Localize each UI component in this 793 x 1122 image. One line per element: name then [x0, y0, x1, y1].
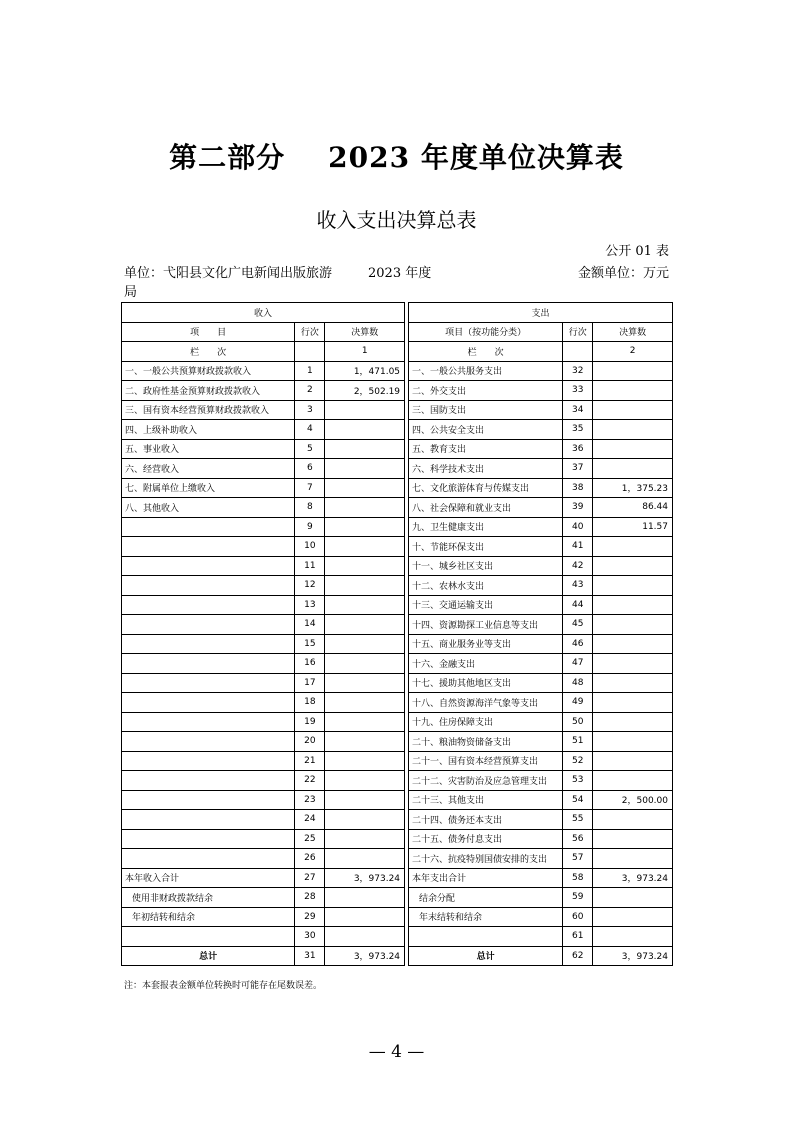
header-row-columns [122, 322, 673, 342]
income-amount-cell [325, 771, 405, 791]
income-item-cell [122, 537, 295, 557]
expense-amount-cell [593, 400, 673, 420]
table-row [122, 790, 673, 810]
income-column-number: 1 [325, 342, 405, 362]
expense-item-cell: 年末结转和结余 [409, 907, 563, 927]
expense-amount-cell [593, 888, 673, 908]
expense-amount-cell [593, 381, 673, 401]
income-item-cell: 年初结转和结余 [122, 907, 295, 927]
expense-line-no-cell: 46 [563, 634, 593, 654]
expense-amount-cell [593, 459, 673, 479]
income-amount-cell [325, 693, 405, 713]
table-row [122, 888, 673, 908]
expense-item-cell: 本年支出合计 [409, 868, 563, 888]
income-line-no-cell: 29 [295, 907, 325, 927]
income-line-no-cell: 16 [295, 654, 325, 674]
income-amount-cell [325, 420, 405, 440]
expense-amount-cell [593, 361, 673, 381]
income-amount-cell [325, 615, 405, 635]
income-amount-cell [325, 888, 405, 908]
expense-amount-cell [593, 849, 673, 869]
income-item-cell [122, 556, 295, 576]
expense-item-cell: 十三、交通运输支出 [409, 595, 563, 615]
expense-line-no-cell: 38 [563, 478, 593, 498]
expense-item-cell: 二、外交支出 [409, 381, 563, 401]
expense-header: 支出 [409, 303, 673, 323]
income-line-no-cell: 10 [295, 537, 325, 557]
income-amount-cell [325, 576, 405, 596]
income-line-no-cell: 17 [295, 673, 325, 693]
expense-amount-cell [593, 829, 673, 849]
expense-amount-cell: 11.57 [593, 517, 673, 537]
income-line-no-cell: 3 [295, 400, 325, 420]
income-line-no-cell: 5 [295, 439, 325, 459]
table-row [122, 771, 673, 791]
income-line-no-cell: 23 [295, 790, 325, 810]
expense-item-cell: 十九、住房保障支出 [409, 712, 563, 732]
expense-amount-cell [593, 712, 673, 732]
income-amount-cell [325, 732, 405, 752]
income-line-no-cell: 28 [295, 888, 325, 908]
table-row [122, 751, 673, 771]
table-row [122, 868, 673, 888]
expense-line-no-cell: 49 [563, 693, 593, 713]
document-title: 第二部分 2023 年度单位决算表 [169, 141, 624, 174]
expense-amount-cell: 3，973.24 [593, 946, 673, 966]
footnote: 注：本套报表金额单位转换时可能存在尾数误差。 [124, 981, 323, 991]
income-line-no-cell: 13 [295, 595, 325, 615]
income-item-cell: 一、一般公共预算财政拨款收入 [122, 361, 295, 381]
expense-line-no-cell: 43 [563, 576, 593, 596]
expense-item-cell: 四、公共安全支出 [409, 420, 563, 440]
table-row [122, 927, 673, 947]
income-item-cell: 六、经营收入 [122, 459, 295, 479]
table-row [122, 595, 673, 615]
income-item-cell: 五、事业收入 [122, 439, 295, 459]
expense-line-no-cell: 41 [563, 537, 593, 557]
income-line-no-cell: 14 [295, 615, 325, 635]
expense-line-no-cell: 36 [563, 439, 593, 459]
income-line-no-cell: 7 [295, 478, 325, 498]
expense-line-no-cell: 44 [563, 595, 593, 615]
expense-line-no-blank [563, 342, 593, 362]
expense-item-cell: 八、社会保障和就业支出 [409, 498, 563, 518]
income-line-no-cell: 26 [295, 849, 325, 869]
income-amount-cell [325, 634, 405, 654]
income-line-no-cell: 4 [295, 420, 325, 440]
expense-item-cell: 二十一、国有资本经营预算支出 [409, 751, 563, 771]
income-amount-cell [325, 654, 405, 674]
expense-amount-cell: 2，500.00 [593, 790, 673, 810]
income-item-cell [122, 790, 295, 810]
income-line-no-cell: 27 [295, 868, 325, 888]
table-row [122, 693, 673, 713]
expense-line-no-cell: 59 [563, 888, 593, 908]
income-item-cell [122, 634, 295, 654]
table-row [122, 459, 673, 479]
income-item-cell [122, 654, 295, 674]
expense-item-cell: 五、教育支出 [409, 439, 563, 459]
expense-line-no-cell: 33 [563, 381, 593, 401]
table-row [122, 361, 673, 381]
table-row [122, 634, 673, 654]
amount-unit-label: 金额单位：万元 [577, 266, 669, 281]
expense-amount-cell [593, 615, 673, 635]
income-amount-cell: 3，973.24 [325, 868, 405, 888]
income-amount-cell [325, 517, 405, 537]
income-amount-cell [325, 907, 405, 927]
expense-item-cell: 十二、农林水支出 [409, 576, 563, 596]
header-row-column-index [122, 342, 673, 362]
income-item-cell [122, 829, 295, 849]
table-number: 公开 01 表 [605, 244, 669, 259]
expense-item-cell: 一、一般公共服务支出 [409, 361, 563, 381]
expense-amount-cell [593, 654, 673, 674]
expense-amount-cell: 86.44 [593, 498, 673, 518]
income-item-cell [122, 771, 295, 791]
income-amount-cell [325, 439, 405, 459]
unit-label: 单位：弋阳县文化广电新闻出版旅游局 [124, 266, 333, 300]
income-expense-table [121, 302, 673, 966]
income-amount-cell [325, 829, 405, 849]
income-item-cell [122, 595, 295, 615]
expense-amount-cell [593, 595, 673, 615]
income-item-cell [122, 576, 295, 596]
income-line-no-cell: 1 [295, 361, 325, 381]
table-row [122, 810, 673, 830]
income-item-cell: 七、附属单位上缴收入 [122, 478, 295, 498]
income-header: 收入 [122, 303, 405, 323]
expense-column-number: 2 [593, 342, 673, 362]
expense-amount-cell [593, 751, 673, 771]
expense-item-cell: 二十二、灾害防治及应急管理支出 [409, 771, 563, 791]
income-line-no-cell: 2 [295, 381, 325, 401]
table-row [122, 537, 673, 557]
expense-amount-cell: 3，973.24 [593, 868, 673, 888]
expense-item-cell: 二十四、债务还本支出 [409, 810, 563, 830]
income-line-no-cell: 9 [295, 517, 325, 537]
expense-amount-cell [593, 907, 673, 927]
expense-item-cell: 七、文化旅游体育与传媒支出 [409, 478, 563, 498]
expense-line-no-cell: 35 [563, 420, 593, 440]
income-amount-cell: 1，471.05 [325, 361, 405, 381]
expense-line-no-cell: 62 [563, 946, 593, 966]
income-amount-cell [325, 478, 405, 498]
page-number: — 4 — [368, 1042, 425, 1062]
income-item-cell: 本年收入合计 [122, 868, 295, 888]
expense-line-no-header: 行次 [563, 322, 593, 342]
expense-amount-cell [593, 673, 673, 693]
table-row [122, 420, 673, 440]
income-line-no-cell: 15 [295, 634, 325, 654]
income-item-cell: 三、国有资本经营预算财政拨款收入 [122, 400, 295, 420]
income-amount-cell [325, 849, 405, 869]
income-amount-cell [325, 595, 405, 615]
income-item-cell [122, 517, 295, 537]
expense-item-cell: 总计 [409, 946, 563, 966]
income-amount-cell [325, 927, 405, 947]
income-line-no-cell: 8 [295, 498, 325, 518]
income-line-no-cell: 22 [295, 771, 325, 791]
income-amount-cell [325, 712, 405, 732]
income-line-no-header: 行次 [295, 322, 325, 342]
expense-item-cell [409, 927, 563, 947]
year-label: 2023 年度 [368, 266, 432, 281]
expense-line-no-cell: 58 [563, 868, 593, 888]
income-amount-cell [325, 810, 405, 830]
table-row [122, 478, 673, 498]
expense-item-cell: 十一、城乡社区支出 [409, 556, 563, 576]
expense-item-cell: 二十三、其他支出 [409, 790, 563, 810]
income-item-cell: 使用非财政拨款结余 [122, 888, 295, 908]
income-item-header: 项 目 [122, 322, 295, 342]
expense-amount-cell [593, 771, 673, 791]
expense-line-no-cell: 39 [563, 498, 593, 518]
table-row [122, 576, 673, 596]
income-line-no-cell: 20 [295, 732, 325, 752]
table-row [122, 556, 673, 576]
expense-line-no-cell: 34 [563, 400, 593, 420]
expense-amount-cell [593, 439, 673, 459]
income-amount-cell: 2，502.19 [325, 381, 405, 401]
expense-line-no-cell: 37 [563, 459, 593, 479]
income-line-no-cell: 31 [295, 946, 325, 966]
income-line-no-cell: 11 [295, 556, 325, 576]
expense-amount-header: 决算数 [593, 322, 673, 342]
expense-amount-cell [593, 556, 673, 576]
income-line-no-cell: 6 [295, 459, 325, 479]
income-amount-cell [325, 498, 405, 518]
table-row [122, 400, 673, 420]
expense-line-no-cell: 47 [563, 654, 593, 674]
expense-item-cell: 十、节能环保支出 [409, 537, 563, 557]
expense-amount-cell [593, 732, 673, 752]
header-row-section [122, 303, 673, 323]
table-row [122, 673, 673, 693]
income-item-cell [122, 849, 295, 869]
expense-line-no-cell: 51 [563, 732, 593, 752]
expense-line-no-cell: 54 [563, 790, 593, 810]
table-title: 收入支出决算总表 [316, 208, 477, 232]
expense-item-cell: 结余分配 [409, 888, 563, 908]
income-amount-cell [325, 537, 405, 557]
table-row [122, 829, 673, 849]
expense-line-no-cell: 56 [563, 829, 593, 849]
table-row [122, 712, 673, 732]
expense-amount-cell [593, 810, 673, 830]
income-amount-cell [325, 751, 405, 771]
expense-amount-cell [593, 634, 673, 654]
income-amount-cell [325, 400, 405, 420]
income-line-no-blank [295, 342, 325, 362]
income-item-cell [122, 673, 295, 693]
expense-line-no-cell: 40 [563, 517, 593, 537]
income-item-cell [122, 732, 295, 752]
income-item-cell: 总计 [122, 946, 295, 966]
income-item-cell [122, 615, 295, 635]
income-amount-header: 决算数 [325, 322, 405, 342]
income-line-no-cell: 24 [295, 810, 325, 830]
expense-amount-cell [593, 927, 673, 947]
expense-line-no-cell: 61 [563, 927, 593, 947]
income-line-no-cell: 21 [295, 751, 325, 771]
income-item-cell: 四、上级补助收入 [122, 420, 295, 440]
income-item-cell [122, 712, 295, 732]
expense-item-cell: 十七、援助其他地区支出 [409, 673, 563, 693]
income-item-cell: 八、其他收入 [122, 498, 295, 518]
income-line-no-cell: 12 [295, 576, 325, 596]
income-item-cell [122, 693, 295, 713]
expense-line-no-cell: 60 [563, 907, 593, 927]
expense-line-no-cell: 32 [563, 361, 593, 381]
income-column-label: 栏 次 [122, 342, 295, 362]
expense-amount-cell [593, 693, 673, 713]
expense-amount-cell: 1，375.23 [593, 478, 673, 498]
expense-amount-cell [593, 576, 673, 596]
table-row [122, 517, 673, 537]
income-item-cell [122, 751, 295, 771]
table-row [122, 732, 673, 752]
expense-item-cell: 二十、粮油物资储备支出 [409, 732, 563, 752]
expense-amount-cell [593, 420, 673, 440]
income-item-cell: 二、政府性基金预算财政拨款收入 [122, 381, 295, 401]
expense-item-cell: 三、国防支出 [409, 400, 563, 420]
income-line-no-cell: 30 [295, 927, 325, 947]
table-row [122, 615, 673, 635]
expense-line-no-cell: 53 [563, 771, 593, 791]
income-amount-cell [325, 459, 405, 479]
expense-item-cell: 十六、金融支出 [409, 654, 563, 674]
expense-column-label: 栏 次 [409, 342, 563, 362]
table-row [122, 654, 673, 674]
income-line-no-cell: 19 [295, 712, 325, 732]
total-row [122, 946, 673, 966]
expense-line-no-cell: 42 [563, 556, 593, 576]
income-item-cell [122, 810, 295, 830]
income-amount-cell [325, 673, 405, 693]
table-row [122, 849, 673, 869]
income-item-cell [122, 927, 295, 947]
expense-line-no-cell: 48 [563, 673, 593, 693]
income-amount-cell: 3，973.24 [325, 946, 405, 966]
table-row [122, 498, 673, 518]
expense-item-cell: 九、卫生健康支出 [409, 517, 563, 537]
expense-item-cell: 十五、商业服务业等支出 [409, 634, 563, 654]
expense-item-cell: 十八、自然资源海洋气象等支出 [409, 693, 563, 713]
income-line-no-cell: 18 [295, 693, 325, 713]
expense-item-cell: 二十六、抗疫特别国债安排的支出 [409, 849, 563, 869]
expense-line-no-cell: 57 [563, 849, 593, 869]
expense-line-no-cell: 55 [563, 810, 593, 830]
income-amount-cell [325, 790, 405, 810]
expense-line-no-cell: 50 [563, 712, 593, 732]
expense-line-no-cell: 45 [563, 615, 593, 635]
expense-line-no-cell: 52 [563, 751, 593, 771]
expense-amount-cell [593, 537, 673, 557]
table-row [122, 907, 673, 927]
income-amount-cell [325, 556, 405, 576]
income-line-no-cell: 25 [295, 829, 325, 849]
expense-item-cell: 六、科学技术支出 [409, 459, 563, 479]
expense-item-cell: 十四、资源勘探工业信息等支出 [409, 615, 563, 635]
expense-item-header: 项目（按功能分类） [409, 322, 563, 342]
table-row [122, 381, 673, 401]
expense-item-cell: 二十五、债务付息支出 [409, 829, 563, 849]
table-row [122, 439, 673, 459]
